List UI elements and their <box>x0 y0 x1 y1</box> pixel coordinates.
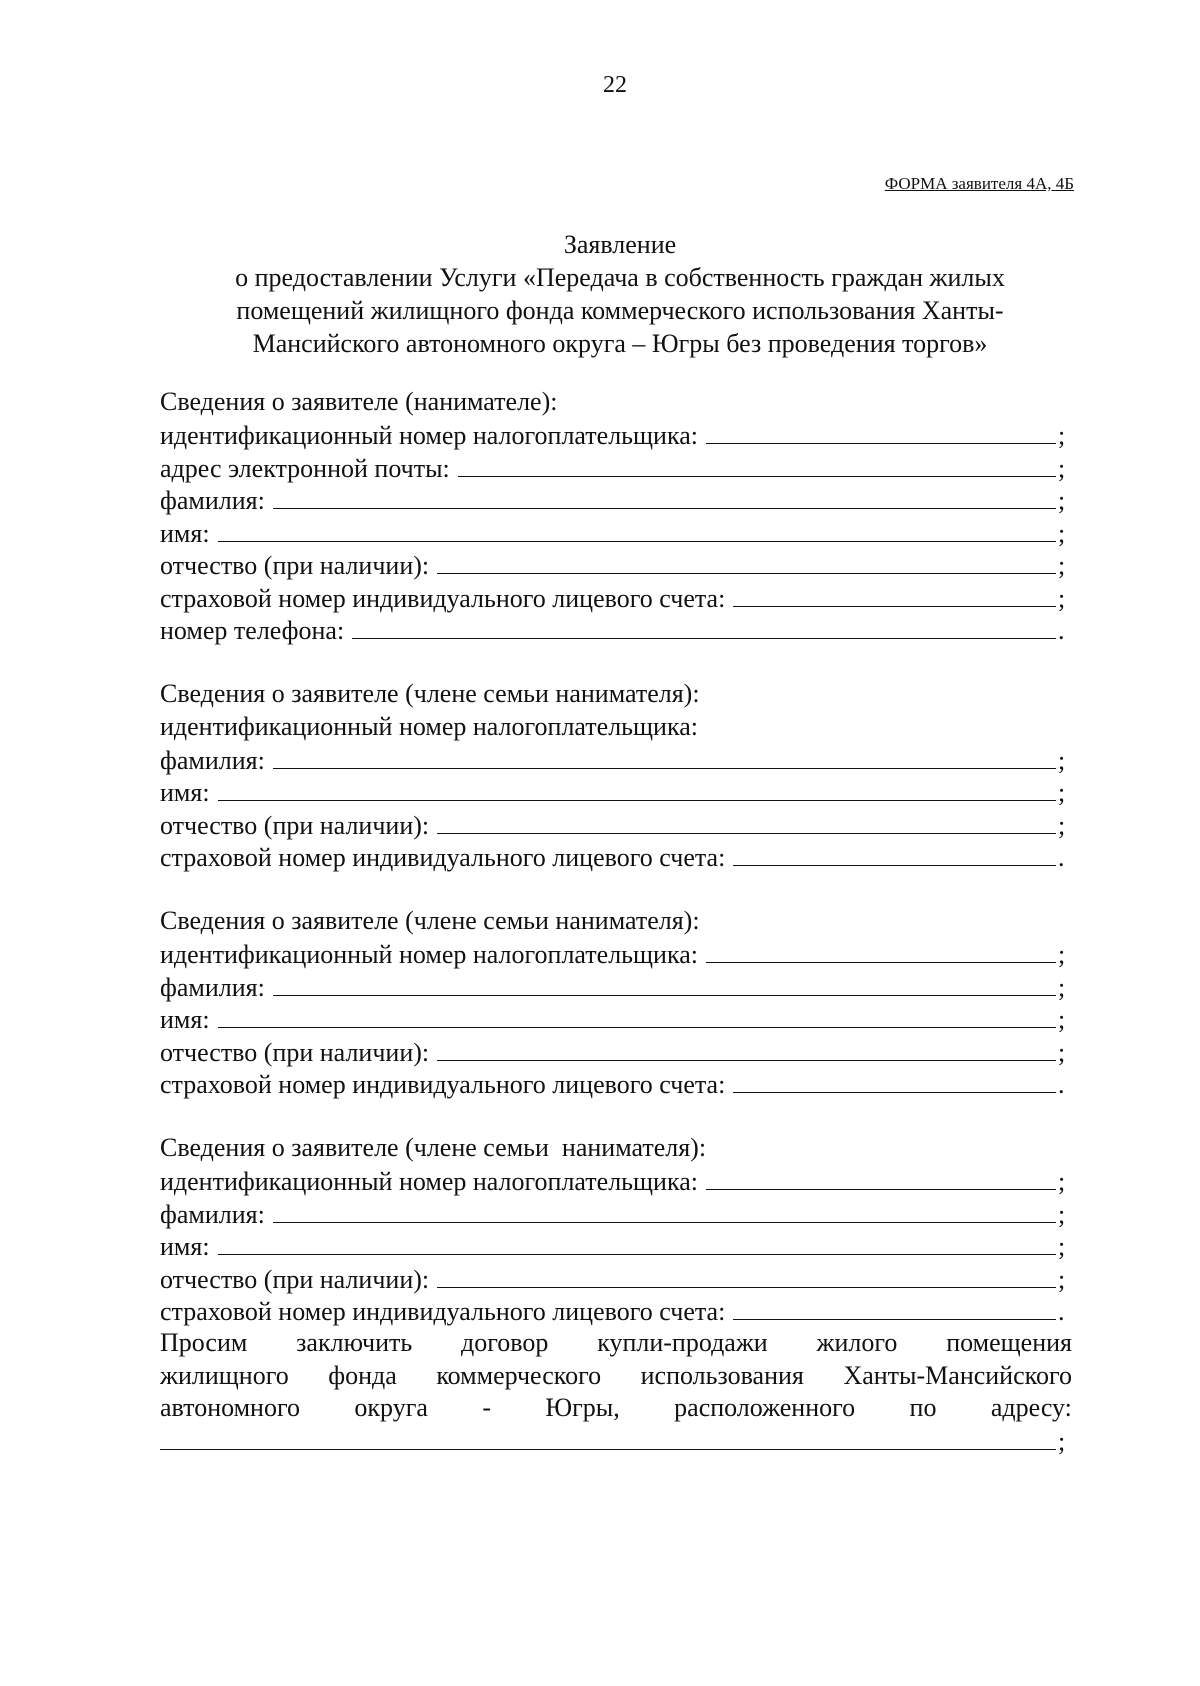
title-line-1: о предоставлении Услуги «Передача в собственность граждан жилых <box>235 263 1005 292</box>
inn-label: идентификационный номер налогоплательщика: <box>160 1167 698 1197</box>
name-label: имя: <box>160 518 210 548</box>
snils-label: страховой номер индивидуального лицевого счета: <box>160 843 726 873</box>
surname-field[interactable] <box>273 743 1056 769</box>
patronymic-field[interactable] <box>437 808 1056 834</box>
patronymic-field[interactable] <box>437 549 1056 575</box>
period: . <box>1058 616 1065 646</box>
semicolon: ; <box>1058 810 1066 840</box>
patronymic-row <box>160 1262 1072 1295</box>
document-title <box>160 228 1080 360</box>
name-label: имя: <box>160 1005 210 1035</box>
name-field[interactable] <box>218 776 1056 802</box>
inn-row <box>160 1165 1072 1198</box>
snils-field[interactable] <box>733 841 1056 867</box>
inn-field[interactable] <box>706 419 1056 445</box>
period: . <box>1058 1297 1065 1327</box>
name-field[interactable] <box>218 516 1056 542</box>
form-label: ФОРМА заявителя 4А, 4Б <box>884 174 1074 193</box>
phone-field[interactable] <box>352 614 1056 640</box>
surname-row <box>160 1197 1072 1230</box>
snils-label: страховой номер индивидуального лицевого счета: <box>160 1070 726 1100</box>
title-heading: Заявление <box>563 230 677 259</box>
period: . <box>1058 1070 1065 1100</box>
surname-field[interactable] <box>273 1197 1056 1223</box>
section-heading: Сведения о заявителе (нанимателе): <box>160 387 558 416</box>
title-line-3: Мансийского автономного округа – Югры без проведения торгов» <box>252 329 988 358</box>
surname-row <box>160 970 1072 1003</box>
semicolon: ; <box>1058 1232 1066 1262</box>
surname-field[interactable] <box>273 484 1056 510</box>
surname-label: фамилия: <box>160 1199 265 1229</box>
surname-row <box>160 484 1072 517</box>
section-heading: Сведения о заявителе (члене семьи нанимателя): <box>160 679 700 708</box>
semicolon: ; <box>1058 551 1066 581</box>
request-line-1: Просим заключить договор купли-продажи жилого помещения <box>160 1328 1072 1357</box>
snils-row <box>160 1068 1072 1101</box>
section-tenant <box>160 386 1072 646</box>
semicolon: ; <box>1058 486 1066 516</box>
snils-row <box>160 581 1072 614</box>
phone-row <box>160 614 1072 647</box>
email-row <box>160 451 1072 484</box>
patronymic-field[interactable] <box>437 1035 1056 1061</box>
address-row <box>160 1425 1072 1458</box>
title-line-2: помещений жилищного фонда коммерческого использования Ханты- <box>236 296 1004 325</box>
semicolon: ; <box>1058 940 1066 970</box>
semicolon: ; <box>1058 518 1066 548</box>
semicolon: ; <box>1058 1167 1066 1197</box>
patronymic-field[interactable] <box>437 1262 1056 1288</box>
request-line-3: автономного округа - Югры, расположенного по адресу: <box>160 1393 1072 1422</box>
semicolon: ; <box>1058 1005 1066 1035</box>
phone-label: номер телефона: <box>160 616 345 646</box>
patronymic-label: отчество (при наличии): <box>160 810 430 840</box>
patronymic-row <box>160 549 1072 582</box>
semicolon: ; <box>1058 583 1066 613</box>
semicolon: ; <box>1058 972 1066 1002</box>
name-row <box>160 776 1072 809</box>
name-label: имя: <box>160 1232 210 1262</box>
semicolon: ; <box>1058 1037 1066 1067</box>
name-row <box>160 1003 1072 1036</box>
semicolon: ; <box>1058 1427 1066 1457</box>
surname-label: фамилия: <box>160 486 265 516</box>
section-heading: Сведения о заявителе (члене семьи нанимателя): <box>160 906 700 935</box>
email-field[interactable] <box>458 451 1056 477</box>
snils-field[interactable] <box>733 1068 1056 1094</box>
section-family-member-1 <box>160 678 1072 873</box>
surname-label: фамилия: <box>160 745 265 775</box>
inn-row <box>160 938 1072 971</box>
inn-field[interactable] <box>706 938 1056 964</box>
surname-label: фамилия: <box>160 972 265 1002</box>
section-family-member-2 <box>160 905 1072 1100</box>
surname-row <box>160 743 1072 776</box>
inn-field[interactable] <box>706 1165 1056 1191</box>
snils-label: страховой номер индивидуального лицевого счета: <box>160 583 726 613</box>
semicolon: ; <box>1058 453 1066 483</box>
period: . <box>1058 843 1065 873</box>
form-content <box>160 386 1072 1457</box>
semicolon: ; <box>1058 778 1066 808</box>
patronymic-row <box>160 1035 1072 1068</box>
request-line-2: жилищного фонда коммерческого использования Ханты-Мансийского <box>160 1360 1072 1390</box>
name-row <box>160 1230 1072 1263</box>
semicolon: ; <box>1058 421 1066 451</box>
surname-field[interactable] <box>273 970 1056 996</box>
inn-label: идентификационный номер налогоплательщика: <box>160 940 698 970</box>
patronymic-row <box>160 808 1072 841</box>
semicolon: ; <box>1058 745 1066 775</box>
snils-row <box>160 1295 1072 1328</box>
name-field[interactable] <box>218 1230 1056 1256</box>
name-label: имя: <box>160 778 210 808</box>
page-number: 22 <box>603 72 627 98</box>
section-heading: Сведения о заявителе (члене семьи нанимателя): <box>160 1133 707 1162</box>
inn-row <box>160 711 1072 744</box>
snils-label: страховой номер индивидуального лицевого счета: <box>160 1297 726 1327</box>
name-field[interactable] <box>218 1003 1056 1029</box>
request-paragraph <box>160 1327 1072 1457</box>
patronymic-label: отчество (при наличии): <box>160 1264 430 1294</box>
inn-label: идентификационный номер налогоплательщика: <box>160 711 698 741</box>
semicolon: ; <box>1058 1264 1066 1294</box>
patronymic-label: отчество (при наличии): <box>160 551 430 581</box>
address-field[interactable] <box>160 1425 1056 1451</box>
snils-field[interactable] <box>733 1295 1056 1321</box>
inn-label: идентификационный номер налогоплательщика: <box>160 421 698 451</box>
semicolon: ; <box>1058 1199 1066 1229</box>
snils-row <box>160 841 1072 874</box>
email-label: адрес электронной почты: <box>160 453 450 483</box>
snils-field[interactable] <box>733 581 1056 607</box>
patronymic-label: отчество (при наличии): <box>160 1037 430 1067</box>
section-family-member-3 <box>160 1132 1072 1457</box>
inn-row <box>160 419 1072 452</box>
name-row <box>160 516 1072 549</box>
